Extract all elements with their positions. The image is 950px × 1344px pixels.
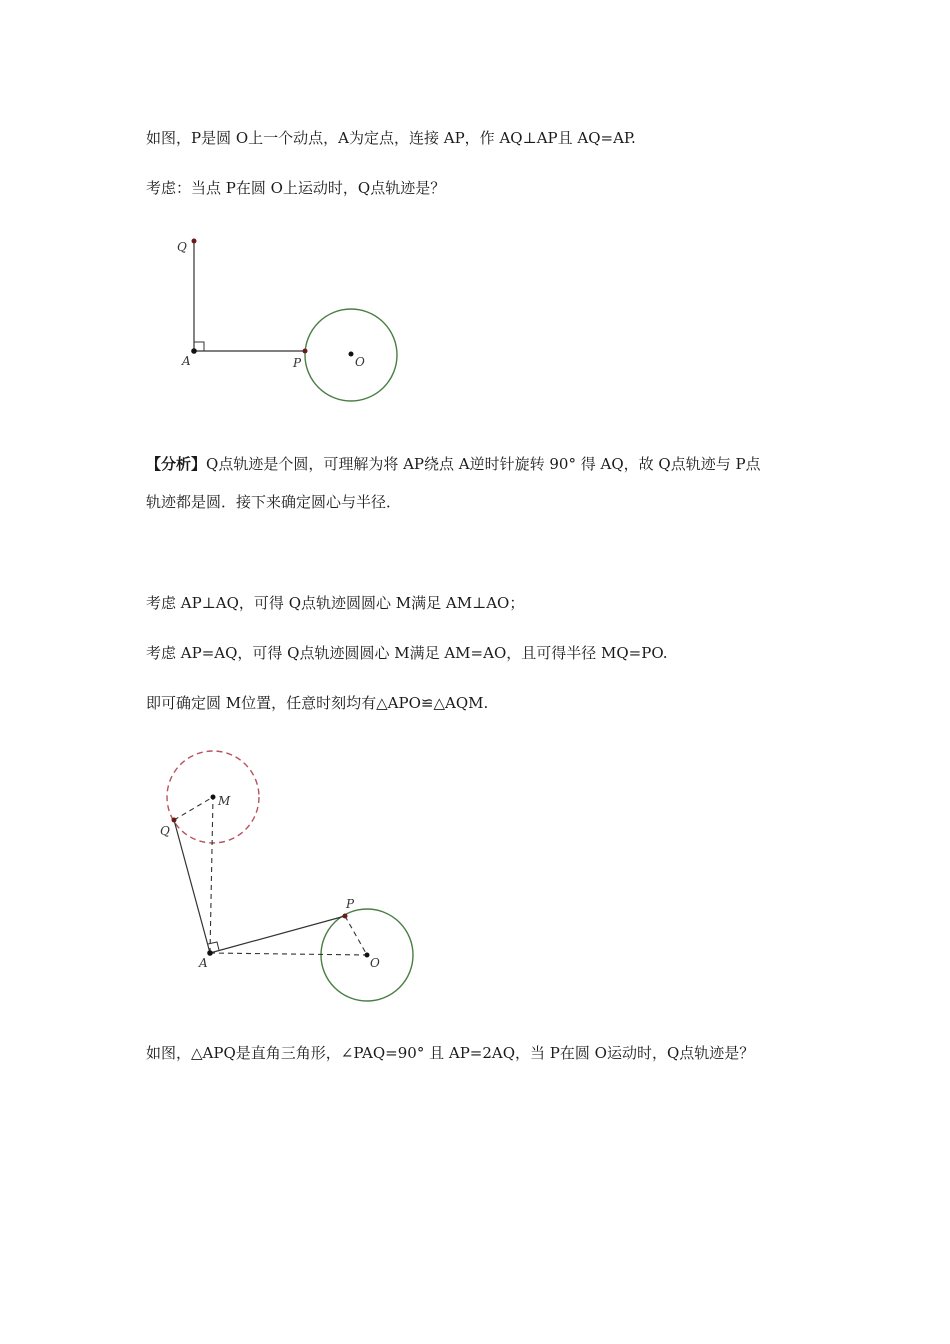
next-problem-text: 如图，△APQ是直角三角形，∠PAQ=90° 且 AP=2AQ，当 P在圆 O运动时，Q点轨迹是？ xyxy=(146,1044,755,1062)
figure-2 xyxy=(0,740,950,1040)
question-text: 考虑：当点 P在圆 O上运动时，Q点轨迹是？ xyxy=(146,179,446,197)
point-m xyxy=(211,795,216,800)
analysis-text-1: Q点轨迹是个圆，可理解为将 AP绕点 A逆时针旋转 90° 得 AQ，故 Q点轨迹与 P点 xyxy=(206,455,761,473)
label-o: O xyxy=(370,956,380,970)
point-q xyxy=(192,239,197,244)
consider-equal: 考虑 AP=AQ，可得 Q点轨迹圆圆心 M满足 AM=AO，且可得半径 MQ=PO. xyxy=(146,644,668,662)
point-q xyxy=(172,818,177,823)
label-p: P xyxy=(293,356,302,370)
intro-text: 如图，P是圆 O上一个动点，A为定点，连接 AP，作 AQ⊥AP且 AQ=AP. xyxy=(146,129,636,147)
analysis-line-2: 轨迹都是圆．接下来确定圆心与半径． xyxy=(146,493,402,511)
label-q: Q xyxy=(177,240,187,254)
label-m: M xyxy=(218,794,231,808)
point-a xyxy=(207,950,213,956)
point-a xyxy=(191,348,197,354)
analysis-tag: 【分析】 xyxy=(146,455,207,473)
label-q: Q xyxy=(160,824,170,838)
point-p xyxy=(303,349,308,354)
point-p xyxy=(343,914,348,919)
segment-po-dashed xyxy=(345,916,367,955)
point-o xyxy=(365,953,370,958)
label-a: A xyxy=(199,956,208,970)
segment-ao-dashed xyxy=(210,953,367,955)
label-p: P xyxy=(346,897,355,911)
segment-am-dashed xyxy=(210,797,213,953)
figure-1 xyxy=(0,0,950,420)
label-a: A xyxy=(182,354,191,368)
segment-aq xyxy=(174,820,210,953)
point-o xyxy=(349,352,354,357)
conclusion-text: 即可确定圆 M位置，任意时刻均有△APO≌△AQM. xyxy=(146,694,489,712)
analysis-line-1 xyxy=(146,454,761,474)
segment-qm-dashed xyxy=(174,797,213,820)
label-o: O xyxy=(355,355,365,369)
consider-perpendicular: 考虑 AP⊥AQ，可得 Q点轨迹圆圆心 M满足 AM⊥AO； xyxy=(146,594,525,612)
segment-ap xyxy=(210,916,345,953)
